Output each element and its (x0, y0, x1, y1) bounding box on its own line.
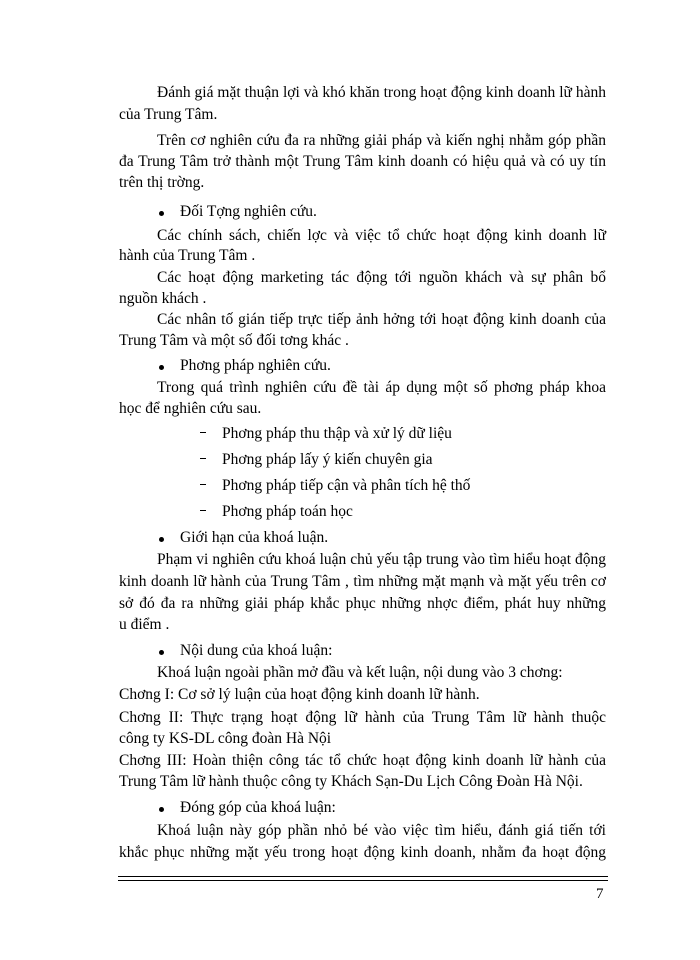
footer-rule (118, 876, 608, 877)
text-line: khắc phục những mặt yếu trong hoạt động kinh doanh, nhằm đa hoạt động (119, 844, 606, 861)
text-line: Khoá luận ngoài phần mở đầu và kết luận, nội dung vào 3 chơng: (157, 664, 563, 681)
section-heading: Giới hạn của khoá luận. (180, 529, 329, 546)
chapter-line: Chơng I: Cơ sở lý luận của hoạt động kinh doanh lữ hành. (119, 686, 480, 703)
bullet-icon (159, 365, 164, 370)
text-line: Trung Tâm lữ hành thuộc công ty Khách Sạn-Du Lịch Công Đoàn Hà Nội. (119, 773, 583, 790)
section-heading: Đóng góp của khoá luận: (180, 799, 336, 816)
section-heading: Đối Tợng nghiên cứu. (180, 203, 317, 220)
text-line: công ty KS-DL công đoàn Hà Nội (119, 730, 332, 747)
footer-rule (118, 880, 608, 881)
section-heading: Nội dung của khoá luận: (180, 642, 333, 659)
text-line: Các hoạt động marketing tác động tới nguồn khách và sự phân bổ (157, 269, 606, 286)
bullet-icon (159, 807, 164, 812)
chapter-line: Chơng II: Thực trạng hoạt động lữ hành của Trung Tâm lữ hành thuộc (119, 709, 606, 726)
text-line: đa Trung Tâm trở thành một Trung Tâm kinh doanh có hiệu quả và có uy tín (119, 153, 606, 170)
text-line: Đánh giá mặt thuận lợi và khó khăn trong hoạt động kinh doanh lữ hành (157, 84, 606, 101)
list-item: Phơng pháp toán học (222, 503, 353, 520)
list-item: Phơng pháp tiếp cận và phân tích hệ thố (222, 477, 471, 494)
section-heading: Phơng pháp nghiên cứu. (180, 357, 331, 374)
dash-bullet-icon (200, 510, 206, 511)
text-line: của Trung Tâm. (119, 106, 218, 123)
text-line: Các nhân tố gián tiếp trực tiếp ảnh hởng tới hoạt động kinh doanh của (157, 311, 606, 328)
text-line: kinh doanh lữ hành của Trung Tâm , tìm những mặt mạnh và mặt yếu trên cơ (119, 573, 606, 590)
text-line: u điểm . (119, 616, 170, 633)
dash-bullet-icon (200, 432, 206, 433)
page-number: 7 (596, 886, 604, 902)
text-line: hành của Trung Tâm . (119, 247, 256, 264)
text-line: Phạm vi nghiên cứu khoá luận chủ yếu tập trung vào tìm hiểu hoạt động (157, 551, 606, 568)
dash-bullet-icon (200, 458, 206, 459)
text-line: Các chính sách, chiến lợc và việc tổ chức hoạt động kinh doanh lữ (157, 227, 606, 244)
chapter-line: Chơng III: Hoàn thiện công tác tổ chức hoạt động kinh doanh lữ hành của (119, 752, 606, 769)
dash-bullet-icon (200, 484, 206, 485)
bullet-icon (159, 537, 164, 542)
list-item: Phơng pháp lấy ý kiến chuyên gia (222, 451, 433, 468)
bullet-icon (159, 650, 164, 655)
text-line: Trung Tâm và một số đối tơng khác . (119, 332, 349, 349)
bullet-icon (159, 211, 164, 216)
text-line: Trên cơ nghiên cứu đa ra những giải pháp và kiến nghị nhằm góp phần (157, 132, 606, 149)
text-line: Trong quá trình nghiên cứu đề tài áp dụng một số phơng pháp khoa (157, 379, 606, 396)
text-line: sở đó đa ra những giải pháp khắc phục những nhợc điểm, phát huy những (119, 595, 606, 612)
text-line: trên thị trờng. (119, 174, 205, 191)
text-line: nguồn khách . (119, 290, 207, 307)
list-item: Phơng pháp thu thập và xử lý dữ liệu (222, 425, 452, 442)
text-line: học để nghiên cứu sau. (119, 400, 262, 417)
text-line: Khoá luận này góp phần nhỏ bé vào việc tìm hiểu, đánh giá tiến tới (157, 822, 606, 839)
